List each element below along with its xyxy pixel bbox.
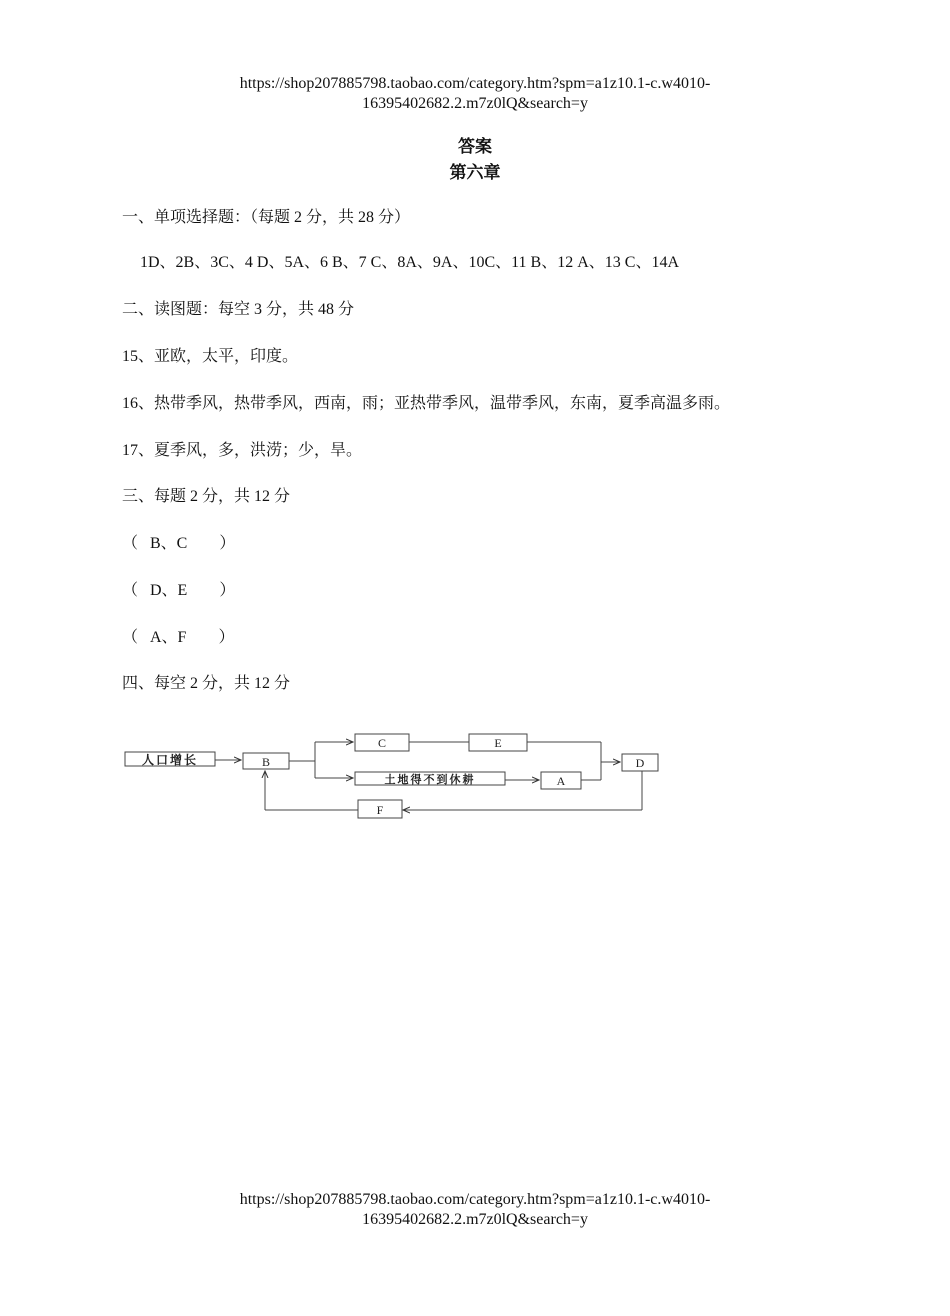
page-title: 答案	[458, 137, 492, 156]
section1-answers: 1D、2B、3C、4 D、5A、6 B、7 C、8A、9A、10C、11 B、12 A、13 C、14A	[140, 254, 679, 271]
section1-heading: 一、单项选择题：（每题 2 分，共 28 分）	[122, 209, 411, 226]
label-land: 土地得不到休耕	[384, 774, 476, 786]
label-e: E	[494, 736, 502, 750]
header-url-line2: 16395402682.2.m7z0lQ&search=y	[362, 95, 588, 112]
footer-url	[0, 1190, 950, 1230]
label-start: 人口增长	[141, 753, 199, 767]
label-b: B	[261, 755, 271, 769]
section3-item-3: （ A、F ）	[122, 629, 235, 646]
question-15: 15、亚欧，太平，印度。	[122, 348, 299, 365]
section3-heading: 三、每题 2 分，共 12 分	[122, 488, 291, 505]
question-17: 17、夏季风，多，洪涝；少，旱。	[122, 442, 363, 459]
section2-heading: 二、读图题：每空 3 分，共 48 分	[122, 301, 355, 318]
question-16: 16、热带季风，热带季风，西南，雨；亚热带季风，温带季风，东南，夏季高温多雨。	[122, 395, 731, 412]
flow-diagram	[120, 724, 665, 824]
label-d: D	[635, 756, 645, 770]
footer-url-line2: 16395402682.2.m7z0lQ&search=y	[362, 1211, 588, 1228]
header-url	[0, 74, 950, 114]
label-c: C	[377, 736, 387, 750]
chapter-title: 第六章	[449, 163, 501, 182]
section3-item-1: （ B、C ）	[122, 535, 236, 552]
section3-item-2: （ D、E ）	[122, 582, 236, 599]
header-url-line1: https://shop207885798.taobao.com/category.htm?spm=a1z10.1-c.w4010-	[239, 75, 711, 92]
section4-heading: 四、每空 2 分，共 12 分	[122, 675, 291, 692]
label-a: A	[556, 774, 566, 788]
label-f: F	[376, 803, 384, 817]
footer-url-line1: https://shop207885798.taobao.com/category.htm?spm=a1z10.1-c.w4010-	[239, 1191, 711, 1208]
